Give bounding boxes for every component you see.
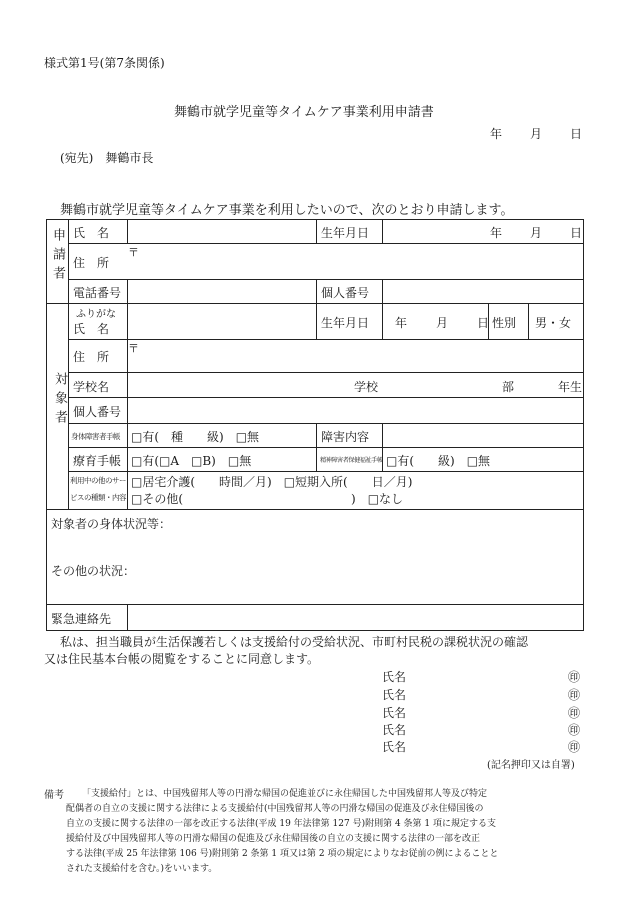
subject-birth-month: 月 [436, 316, 449, 330]
applicant-name-label: 氏 名 [73, 226, 110, 240]
subject-name-label: 氏 名 [73, 322, 110, 336]
signature-label: 氏名 [382, 706, 407, 720]
signature-label: 氏名 [382, 723, 407, 737]
other-status-label: その他の状況： [51, 564, 136, 578]
subject-grade-suffix: 年生 [558, 380, 583, 394]
note-line: された支援給付を含む。)をいいます。 [66, 864, 218, 874]
subject-school-label: 学校名 [73, 380, 110, 394]
applicant-section-label [50, 228, 65, 292]
signature-label: 氏名 [382, 740, 407, 754]
disability-cert-value: □有( 種 級) □無 [131, 430, 260, 444]
subject-gender-label: 性別 [492, 316, 517, 330]
subject-birth-year: 年 [395, 316, 408, 330]
services-label-line2: ビスの種類・内容 [70, 493, 126, 502]
signature-label: 氏名 [382, 688, 407, 702]
note-line: 援給付及び中国残留邦人等の円滑な帰国の促進及び永住帰国後の自立の支援に関する法律の一部を改正 [66, 834, 481, 844]
subject-birth-label: 生年月日 [321, 316, 370, 330]
services-options-line1: □居宅介護( 時間／月) □短期入所( 日／月) [131, 475, 413, 489]
seal-mark: ㊞ [568, 740, 581, 754]
seal-mark: ㊞ [568, 670, 581, 684]
applicant-section-text: 申請者 [50, 228, 65, 285]
signature-label: 氏名 [382, 670, 407, 684]
applicant-birth-year: 年 [490, 226, 503, 240]
seal-mark: ㊞ [568, 706, 581, 720]
date-year: 年 [490, 127, 503, 141]
subject-section-text: 対象者 [52, 372, 67, 429]
mental-cert-value: □有( 級) □無 [386, 454, 491, 468]
applicant-birth-label: 生年月日 [321, 226, 370, 240]
services-label-line1: 利用中の他のサー [70, 476, 126, 485]
consent-line-1: 私は、担当職員が生活保護若しくは支援給付の受給状況、市町村民税の課税状況の確認 [60, 635, 529, 649]
rehab-cert-label: 療育手帳 [73, 454, 122, 468]
note-line: 「支援給付」とは、中国残留邦人等の円滑な帰国の促進並びに永住帰国した中国残留邦人等及び特定 [82, 789, 488, 799]
subject-address-label: 住 所 [73, 350, 110, 364]
subject-birth-day: 日 [477, 316, 490, 330]
subject-postal-mark: 〒 [128, 342, 139, 355]
signature-note: (記名押印又は自署) [487, 760, 575, 771]
subject-dept-suffix: 部 [502, 380, 515, 394]
mental-cert-label: 精神障害者保健福祉手帳 [320, 457, 383, 464]
subject-furigana-label: ふりがな [76, 309, 116, 320]
subject-personal-no-label: 個人番号 [73, 405, 122, 419]
page-title: 舞鶴市就学児童等タイムケア事業利用申請書 [174, 105, 434, 120]
subject-school-suffix: 学校 [354, 380, 379, 394]
note-line: 自立の支援に関する法律の一部を改正する法律(平成 19 年法律第 127 号)附則第 4 条第 1 項に規定する支 [66, 819, 496, 829]
applicant-postal-mark: 〒 [128, 246, 139, 259]
note-line: する法律(平成 25 年法律第 106 号)附則第 2 条第 1 項又は第 2 項の規定によりなお従前の例によることと [66, 849, 499, 859]
subject-section-label [50, 372, 65, 433]
consent-line-2: 又は住民基本台帳の閲覧をすることに同意します。 [44, 652, 320, 666]
services-options-line2: □その他( ) □なし [131, 492, 404, 506]
seal-mark: ㊞ [568, 688, 581, 702]
applicant-birth-month: 月 [530, 226, 543, 240]
subject-gender-options: 男・女 [535, 316, 572, 330]
emergency-contact-label: 緊急連絡先 [51, 612, 112, 626]
form-number: 様式第1号(第7条関係) [44, 56, 165, 70]
disability-detail-label: 障害内容 [321, 430, 370, 444]
rehab-cert-value: □有(□A □B) □無 [131, 454, 252, 468]
addressee: (宛先) 舞鶴市長 [60, 151, 154, 165]
intro-text: 舞鶴市就学児童等タイムケア事業を利用したいので、次のとおり申請します。 [60, 203, 514, 218]
physical-status-label: 対象者の身体状況等： [51, 517, 172, 531]
disability-cert-label: 身体障害者手帳 [71, 432, 120, 441]
date-month: 月 [530, 127, 543, 141]
seal-mark: ㊞ [568, 723, 581, 737]
date-day: 日 [570, 127, 583, 141]
applicant-personal-no-label: 個人番号 [321, 286, 370, 300]
applicant-phone-label: 電話番号 [73, 286, 122, 300]
note-line: 配偶者の自立の支援に関する法律による支援給付(中国残留邦人等の円滑な帰国の促進及び永住帰国後の [66, 804, 484, 814]
note-label: 備考 [44, 790, 64, 801]
applicant-birth-day: 日 [570, 226, 583, 240]
applicant-address-label: 住 所 [73, 256, 110, 270]
